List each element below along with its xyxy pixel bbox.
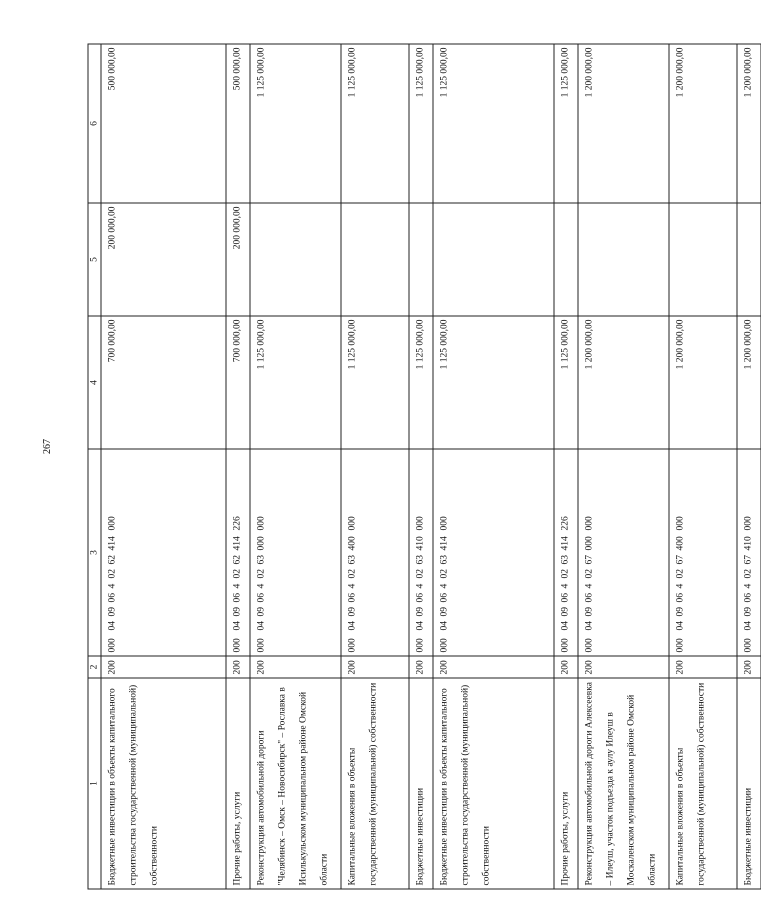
code-segment: 4 [232, 583, 242, 589]
row-name: Бюджетные инвестиции в объекты капитального строительства государственной (муниципальной) собственности [433, 678, 554, 889]
table-row [409, 44, 433, 889]
row-classification-code [669, 449, 737, 656]
code-segment: 02 [232, 569, 242, 579]
code-segment: 400 [347, 536, 357, 551]
code-segment: 000 [107, 638, 117, 653]
code-segment: 04 [675, 621, 685, 631]
code-segment: 000 [560, 638, 570, 653]
code-segment: 4 [560, 583, 570, 589]
row-amount-col6: 1 125 000,00 [341, 44, 409, 203]
table-row [737, 44, 761, 889]
row-amount-col4: 1 125 000,00 [409, 316, 433, 449]
code-segment: 000 [743, 516, 753, 531]
code-segment: 4 [584, 583, 594, 589]
code-segment: 02 [560, 569, 570, 579]
code-segment: 63 [415, 555, 425, 565]
row-amount-col6: 1 125 000,00 [554, 44, 578, 203]
row-admin-code: 200 [737, 656, 761, 678]
code-segment: 06 [675, 593, 685, 603]
code-segment: 09 [675, 607, 685, 617]
row-amount-col4: 1 125 000,00 [250, 316, 341, 449]
code-segment: 62 [107, 555, 117, 565]
row-amount-col5 [409, 203, 433, 316]
code-segment: 02 [347, 569, 357, 579]
table-row [669, 44, 737, 889]
code-segment: 4 [439, 583, 449, 589]
column-header-1: 1 [88, 678, 101, 889]
code-segment: 4 [415, 583, 425, 589]
row-amount-col6: 1 200 000,00 [578, 44, 669, 203]
row-name: Капитальные вложения в объекты государственной (муниципальной) собственности [669, 678, 737, 889]
row-name: Реконструкция автомобильной дороги Алексеевка – Илеуш, участок подъезда к аулу Илеуш в Москаленском муниципальном районе Омской области [578, 678, 669, 889]
code-segment: 06 [347, 593, 357, 603]
code-segment: 414 [107, 536, 117, 551]
code-segment: 000 [743, 638, 753, 653]
row-name: Реконструкция автомобильной дороги "Челябинск – Омск – Новосибирск" – Рославка в Исилькульском муниципальном районе Омской области [250, 678, 341, 889]
row-admin-code: 200 [433, 656, 554, 678]
table-row [101, 44, 226, 889]
row-amount-col4: 1 200 000,00 [737, 316, 761, 449]
code-segment: 000 [675, 516, 685, 531]
code-segment: 000 [347, 516, 357, 531]
row-classification-code [341, 449, 409, 656]
row-amount-col6: 500 000,00 [101, 44, 226, 203]
code-segment: 06 [256, 593, 266, 603]
row-amount-col6: 1 125 000,00 [433, 44, 554, 203]
code-segment: 226 [560, 516, 570, 531]
column-header-3: 3 [88, 449, 101, 656]
code-segment: 000 [415, 638, 425, 653]
code-segment: 414 [232, 536, 242, 551]
row-amount-col4: 1 125 000,00 [341, 316, 409, 449]
row-amount-col4: 1 200 000,00 [578, 316, 669, 449]
code-segment: 04 [232, 621, 242, 631]
row-name: Прочие работы, услуги [554, 678, 578, 889]
row-name: Бюджетные инвестиции в объекты капитального строительства государственной (муниципальной) собственности [101, 678, 226, 889]
code-segment: 67 [584, 555, 594, 565]
row-amount-col6: 1 125 000,00 [409, 44, 433, 203]
code-segment: 04 [439, 621, 449, 631]
row-amount-col4: 1 200 000,00 [669, 316, 737, 449]
row-classification-code [101, 449, 226, 656]
row-classification-code [226, 449, 250, 656]
column-header-6: 6 [88, 44, 101, 203]
row-amount-col5 [669, 203, 737, 316]
code-segment: 06 [560, 593, 570, 603]
code-segment: 4 [256, 583, 266, 589]
row-admin-code: 200 [226, 656, 250, 678]
row-admin-code: 200 [554, 656, 578, 678]
table-row [250, 44, 341, 889]
code-segment: 000 [256, 516, 266, 531]
code-segment: 000 [256, 536, 266, 551]
row-amount-col4: 1 125 000,00 [433, 316, 554, 449]
code-segment: 09 [560, 607, 570, 617]
code-segment: 000 [232, 638, 242, 653]
row-amount-col4: 700 000,00 [101, 316, 226, 449]
page-number: 267 [42, 439, 53, 454]
code-segment: 06 [584, 593, 594, 603]
row-classification-code [433, 449, 554, 656]
code-segment: 000 [584, 516, 594, 531]
code-segment: 000 [439, 516, 449, 531]
code-segment: 04 [584, 621, 594, 631]
row-admin-code: 200 [409, 656, 433, 678]
column-header-2: 2 [88, 656, 101, 678]
row-amount-col4: 1 125 000,00 [554, 316, 578, 449]
row-amount-col6: 1 200 000,00 [669, 44, 737, 203]
code-segment: 02 [415, 569, 425, 579]
row-classification-code [578, 449, 669, 656]
code-segment: 000 [675, 638, 685, 653]
column-header-4: 4 [88, 316, 101, 449]
row-amount-col6: 1 125 000,00 [250, 44, 341, 203]
code-segment: 226 [232, 516, 242, 531]
row-classification-code [250, 449, 341, 656]
code-segment: 06 [743, 593, 753, 603]
row-amount-col5 [737, 203, 761, 316]
code-segment: 410 [415, 536, 425, 551]
row-classification-code [737, 449, 761, 656]
row-amount-col6: 1 200 000,00 [737, 44, 761, 203]
code-segment: 4 [347, 583, 357, 589]
code-segment: 000 [107, 516, 117, 531]
code-segment: 06 [232, 593, 242, 603]
row-name: Капитальные вложения в объекты государственной (муниципальной) собственности [341, 678, 409, 889]
code-segment: 67 [675, 555, 685, 565]
code-segment: 4 [107, 583, 117, 589]
row-amount-col5: 200 000,00 [101, 203, 226, 316]
code-segment: 4 [675, 583, 685, 589]
code-segment: 63 [439, 555, 449, 565]
row-amount-col4: 700 000,00 [226, 316, 250, 449]
table-row [226, 44, 250, 889]
row-admin-code: 200 [341, 656, 409, 678]
row-admin-code: 200 [669, 656, 737, 678]
code-segment: 09 [415, 607, 425, 617]
code-segment: 63 [347, 555, 357, 565]
row-amount-col5 [433, 203, 554, 316]
column-header-5: 5 [88, 203, 101, 316]
code-segment: 63 [256, 555, 266, 565]
code-segment: 000 [584, 638, 594, 653]
code-segment: 000 [347, 638, 357, 653]
code-segment: 000 [439, 638, 449, 653]
code-segment: 09 [232, 607, 242, 617]
table-row [554, 44, 578, 889]
row-admin-code: 200 [578, 656, 669, 678]
row-admin-code: 200 [250, 656, 341, 678]
row-amount-col5 [578, 203, 669, 316]
code-segment: 04 [347, 621, 357, 631]
code-segment: 02 [743, 569, 753, 579]
table-header-row [88, 44, 101, 889]
code-segment: 410 [743, 536, 753, 551]
budget-table [87, 44, 761, 890]
row-name: Бюджетные инвестиции [409, 678, 433, 889]
row-admin-code: 200 [101, 656, 226, 678]
code-segment: 06 [415, 593, 425, 603]
row-name: Бюджетные инвестиции [737, 678, 761, 889]
code-segment: 04 [107, 621, 117, 631]
row-classification-code [409, 449, 433, 656]
row-amount-col5: 200 000,00 [226, 203, 250, 316]
table-row [433, 44, 554, 889]
code-segment: 04 [743, 621, 753, 631]
row-amount-col5 [554, 203, 578, 316]
code-segment: 67 [743, 555, 753, 565]
code-segment: 04 [256, 621, 266, 631]
code-segment: 400 [675, 536, 685, 551]
code-segment: 02 [107, 569, 117, 579]
code-segment: 02 [584, 569, 594, 579]
code-segment: 414 [439, 536, 449, 551]
code-segment: 04 [415, 621, 425, 631]
row-amount-col6: 500 000,00 [226, 44, 250, 203]
code-segment: 4 [743, 583, 753, 589]
row-amount-col5 [250, 203, 341, 316]
code-segment: 000 [415, 516, 425, 531]
code-segment: 06 [439, 593, 449, 603]
code-segment: 04 [560, 621, 570, 631]
row-name: Прочие работы, услуги [226, 678, 250, 889]
code-segment: 000 [256, 638, 266, 653]
code-segment: 09 [107, 607, 117, 617]
code-segment: 63 [560, 555, 570, 565]
code-segment: 09 [584, 607, 594, 617]
code-segment: 02 [256, 569, 266, 579]
code-segment: 09 [347, 607, 357, 617]
code-segment: 000 [584, 536, 594, 551]
table-row [341, 44, 409, 889]
row-amount-col5 [341, 203, 409, 316]
code-segment: 09 [256, 607, 266, 617]
budget-table-rotated [87, 45, 753, 890]
code-segment: 06 [107, 593, 117, 603]
code-segment: 02 [439, 569, 449, 579]
code-segment: 62 [232, 555, 242, 565]
row-classification-code [554, 449, 578, 656]
code-segment: 02 [675, 569, 685, 579]
code-segment: 414 [560, 536, 570, 551]
code-segment: 09 [439, 607, 449, 617]
table-row [578, 44, 669, 889]
code-segment: 09 [743, 607, 753, 617]
